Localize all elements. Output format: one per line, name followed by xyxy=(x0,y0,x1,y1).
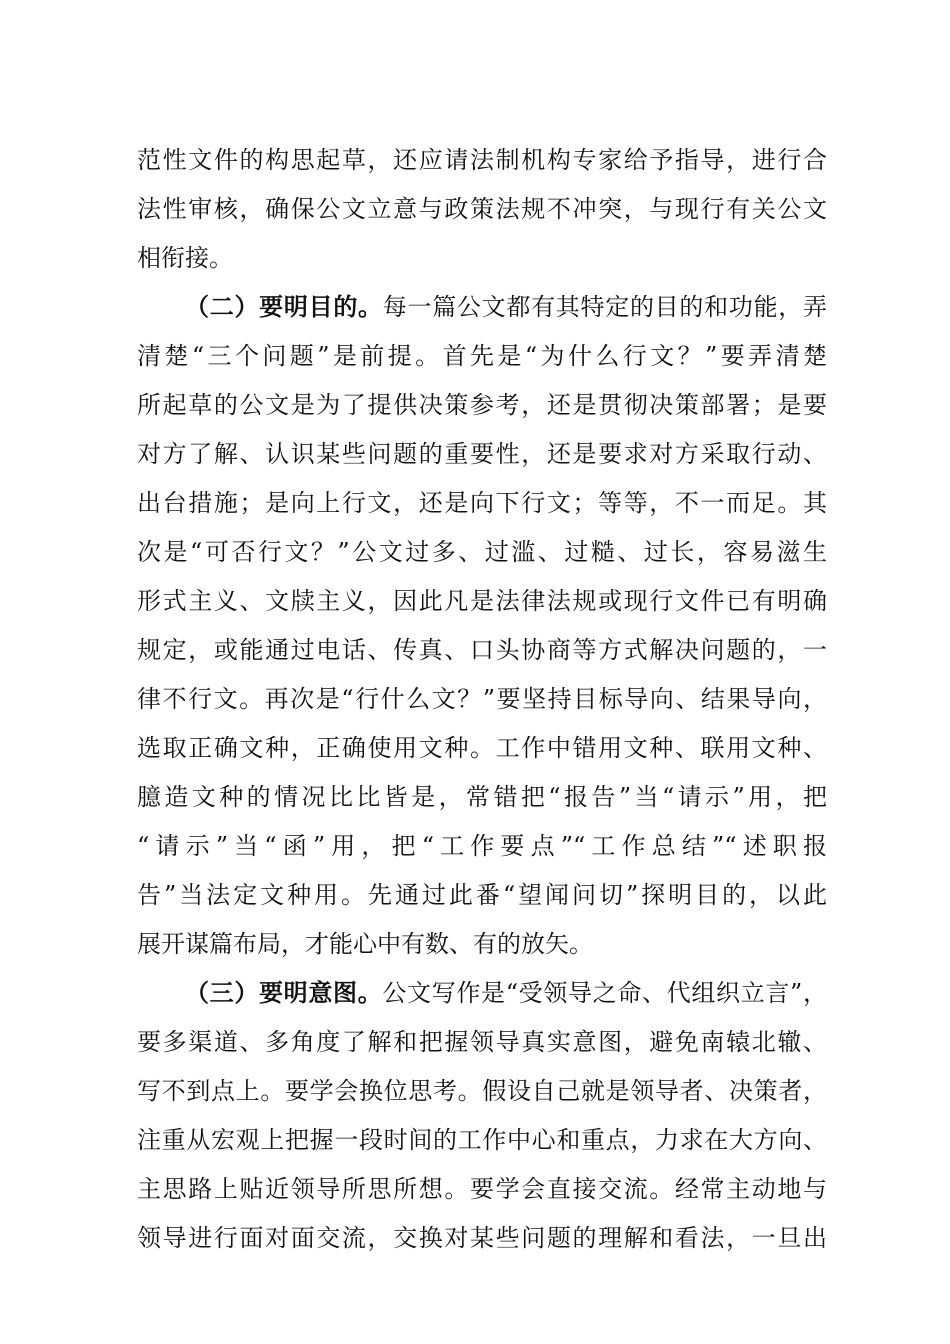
section-heading-line xyxy=(185,977,827,1009)
paragraph-line: 写不到点上。要学会换位思考。假设自己就是领导者、决策者， xyxy=(137,1077,827,1105)
paragraph-line: 次是“可否行文？”公文过多、过滥、过糙、过长，容易滋生 xyxy=(137,538,827,566)
paragraph-line: “请示”当“函”用，把“工作要点”“工作总结”“述职报 xyxy=(137,832,827,860)
paragraph-line: 注重从宏观上把握一段时间的工作中心和重点，力求在大方向、 xyxy=(137,1126,827,1154)
paragraph-line: 选取正确文种，正确使用文种。工作中错用文种、联用文种、 xyxy=(137,734,827,762)
paragraph-line: 清楚“三个问题”是前提。首先是“为什么行文？”要弄清楚 xyxy=(137,342,827,370)
paragraph-line: 法性审核，确保公文立意与政策法规不冲突，与现行有关公文 xyxy=(137,195,827,223)
paragraph-line: 主思路上贴近领导所思所想。要学会直接交流。经常主动地与 xyxy=(137,1175,827,1203)
paragraph-line: 领导进行面对面交流，交换对某些问题的理解和看法，一旦出 xyxy=(137,1224,827,1252)
paragraph-text: 公文写作是“受领导之命、代组织立言”， xyxy=(382,979,827,1007)
paragraph-text: 每一篇公文都有其特定的目的和功能，弄 xyxy=(382,293,828,321)
paragraph-line: 规定，或能通过电话、传真、口头协商等方式解决问题的，一 xyxy=(137,636,827,664)
paragraph-line: 所起草的公文是为了提供决策参考，还是贯彻决策部署；是要 xyxy=(137,391,827,419)
paragraph-line: 相衔接。 xyxy=(137,244,233,272)
paragraph-line: 形式主义、文牍主义，因此凡是法律法规或现行文件已有明确 xyxy=(137,587,827,615)
section-heading: （二）要明目的。 xyxy=(185,292,383,321)
paragraph-line: 律不行文。再次是“行什么文？”要坚持目标导向、结果导向， xyxy=(137,685,827,713)
paragraph-line: 出台措施；是向上行文，还是向下行文；等等，不一而足。其 xyxy=(137,489,827,517)
paragraph-line: 臆造文种的情况比比皆是，常错把“报告”当“请示”用，把 xyxy=(137,783,827,811)
paragraph-line: 要多渠道、多角度了解和把握领导真实意图，避免南辕北辙、 xyxy=(137,1028,827,1056)
paragraph-line: 告”当法定文种用。先通过此番“望闻问切”探明目的，以此 xyxy=(137,881,827,909)
section-heading: （三）要明意图。 xyxy=(185,978,383,1007)
section-heading-line xyxy=(185,291,827,323)
paragraph-line: 展开谋篇布局，才能心中有数、有的放矢。 xyxy=(137,930,593,958)
paragraph-line: 对方了解、认识某些问题的重要性，还是要求对方采取行动、 xyxy=(137,440,827,468)
paragraph-line: 范性文件的构思起草，还应请法制机构专家给予指导，进行合 xyxy=(137,146,827,174)
